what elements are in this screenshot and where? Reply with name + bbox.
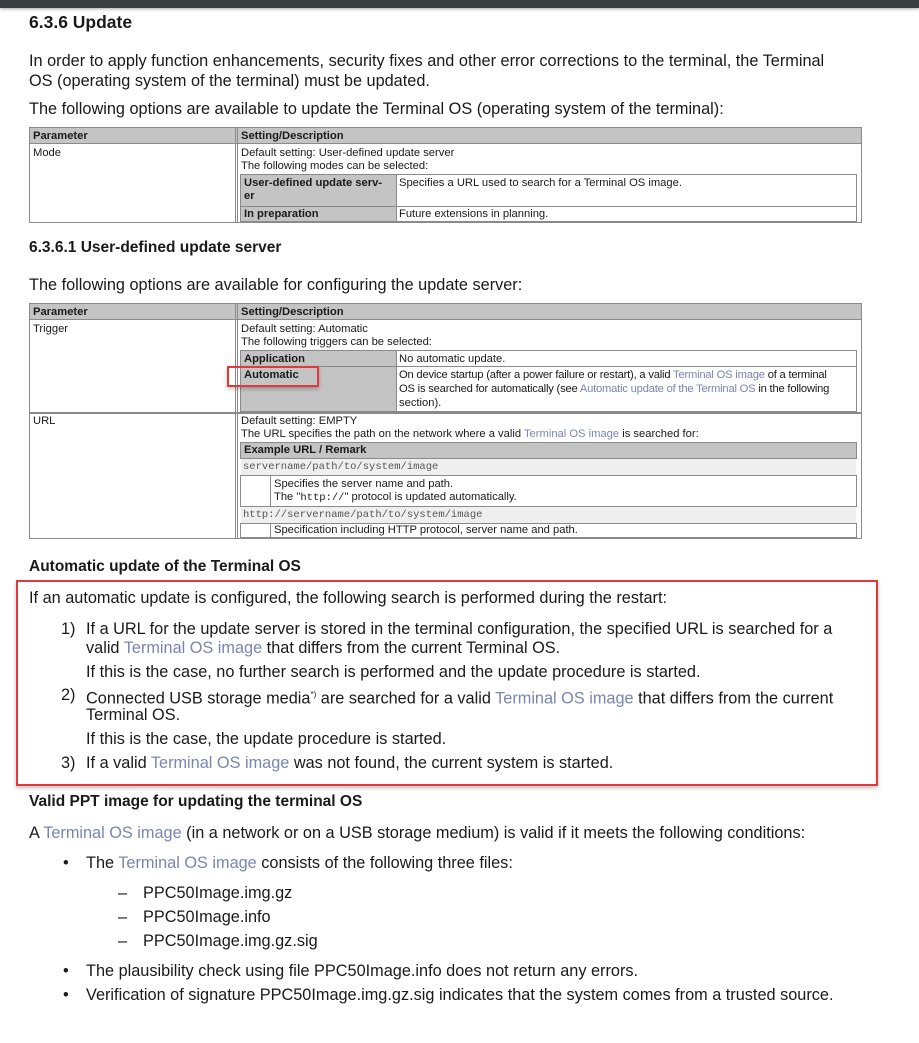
step-number: 1) [61,620,76,638]
mode-default: Default setting: User-defined update server [241,147,455,159]
text: in the following [755,383,830,395]
option-in-preparation-desc: Future extensions in planning. [399,208,549,220]
mode-table [29,127,862,223]
mode-table-header [30,128,861,144]
text: On device startup (after a power failure or restart), a valid [399,369,674,381]
text: OS is searched for automatically (see [399,383,580,395]
text: The " [274,491,301,503]
trigger-automatic-desc-line3: section). [399,397,442,409]
subsection-title: 6.3.6.1 User-defined update server [29,239,282,256]
dash-icon: – [118,932,128,950]
row-divider [30,412,861,414]
footnote-marker: *) [310,690,317,699]
mode-list-intro: The following modes can be selected: [241,160,429,172]
header-parameter: Parameter [33,130,88,142]
column-divider [235,128,238,222]
text: The URL specifies the path on the network where a valid [241,428,524,440]
trigger-default: Default setting: Automatic [241,323,368,335]
text: Connected USB storage media [86,689,311,708]
bullet-icon: • [63,962,69,980]
text: If a valid [86,754,151,772]
trigger-list-intro: The following triggers can be selected: [241,336,432,348]
header-setting: Setting/Description [241,306,344,318]
param-trigger: Trigger [33,323,69,335]
url-description [241,428,699,441]
text: is searched for: [619,428,699,440]
highlight-automatic [227,366,319,387]
terminal-os-image-link[interactable]: Terminal OS image [495,689,634,708]
text: of a terminal [764,369,827,381]
text: A [29,824,44,842]
url-default: Default setting: EMPTY [241,415,358,427]
header-parameter: Parameter [33,306,88,318]
auto-update-intro: If an automatic update is configured, the following search is performed during the restart: [29,589,668,607]
bullet-icon: • [63,986,69,1004]
trigger-application: Application [244,353,305,365]
text: that differs from the current [633,689,834,708]
file-item: PPC50Image.img.gz.sig [143,932,318,950]
text: that differs from the current Terminal OS. [262,639,561,657]
option-in-preparation: In preparation [244,208,319,220]
valid-image-intro [29,823,805,843]
valid-image-title: Valid PPT image for updating the terminal OS [29,793,363,810]
example-indent-cell [240,475,271,507]
text: valid [86,639,124,657]
intro-line-1: In order to apply function enhancements, security fixes and other error corrections to the terminal, the Terminal [29,52,825,70]
text: was not found, the current system is started. [289,754,614,772]
automatic-update-link[interactable]: Automatic update of the Terminal OS [579,383,756,395]
example-indent-cell [240,523,271,538]
header-setting: Setting/Description [241,130,344,142]
option-user-defined-desc: Specifies a URL used to search for a Terminal OS image. [399,177,682,189]
column-divider [235,304,238,538]
viewer-top-bar [0,0,919,8]
text: are searched for a valid [316,689,496,708]
file-item: PPC50Image.info [143,908,271,926]
code-text: http:// [300,492,345,504]
terminal-os-image-link[interactable]: Terminal OS image [123,639,263,657]
step-1-line3: If this is the case, no further search is performed and the update procedure is started. [86,663,701,681]
example-url-2: http://servername/path/to/system/image [243,509,483,521]
subsection-intro: The following options are available for configuring the update server: [29,276,523,294]
update-server-table [29,303,862,539]
bullet-2: The plausibility check using file PPC50Image.info does not return any errors. [86,962,639,980]
auto-update-title: Automatic update of the Terminal OS [29,558,301,575]
example-header: Example URL / Remark [244,444,367,456]
trigger-application-desc: No automatic update. [399,353,506,365]
example-remark-1-line1: Specifies the server name and path. [274,478,454,490]
step-3-line1 [86,753,613,773]
text: consists of the following three files: [256,854,513,872]
example-url-1: servername/path/to/system/image [243,461,439,473]
terminal-os-image-link[interactable]: Terminal OS image [150,754,290,772]
bullet-3: Verification of signature PPC50Image.img.gz.sig indicates that the system comes from a trusted source. [86,986,834,1004]
text: " protocol is updated automatically. [344,491,517,503]
bullet-icon: • [63,854,69,872]
trigger-automatic-desc-line1 [399,369,827,382]
step-number: 2) [61,686,76,704]
terminal-os-image-link[interactable]: Terminal OS image [523,428,620,440]
update-server-table-header [30,304,861,320]
bullet-1 [86,853,513,873]
options-text: The following options are available to update the Terminal OS (operating system of the terminal): [29,100,724,118]
dash-icon: – [118,884,128,902]
step-2-line3: If this is the case, the update procedure is started. [86,730,447,748]
file-item: PPC50Image.img.gz [143,884,293,902]
option-user-defined-line1: User-defined update serv- [244,177,383,189]
trigger-automatic: Automatic [244,369,299,381]
param-url: URL [33,415,56,427]
terminal-os-image-link[interactable]: Terminal OS image [673,369,765,381]
example-remark-1-line2 [274,491,517,505]
text: (in a network or on a USB storage medium) is valid if it meets the following conditions: [181,824,806,842]
step-1-line2 [86,638,560,658]
dash-icon: – [118,908,128,926]
trigger-automatic-desc-line2 [399,383,829,396]
text: The [86,854,119,872]
terminal-os-image-link[interactable]: Terminal OS image [118,854,257,872]
option-user-defined-line2: er [244,190,255,202]
intro-line-2: OS (operating system of the terminal) must be updated. [29,72,430,90]
param-mode: Mode [33,147,61,159]
terminal-os-image-link[interactable]: Terminal OS image [43,824,182,842]
example-remark-2: Specification including HTTP protocol, server name and path. [274,524,578,536]
step-2-line1 [86,685,833,708]
step-number: 3) [61,754,76,772]
section-title: 6.3.6 Update [29,12,133,32]
step-2-line2: Terminal OS. [86,706,181,724]
step-1-line1: If a URL for the update server is stored in the terminal configuration, the specified URL is searched for a [86,620,833,638]
